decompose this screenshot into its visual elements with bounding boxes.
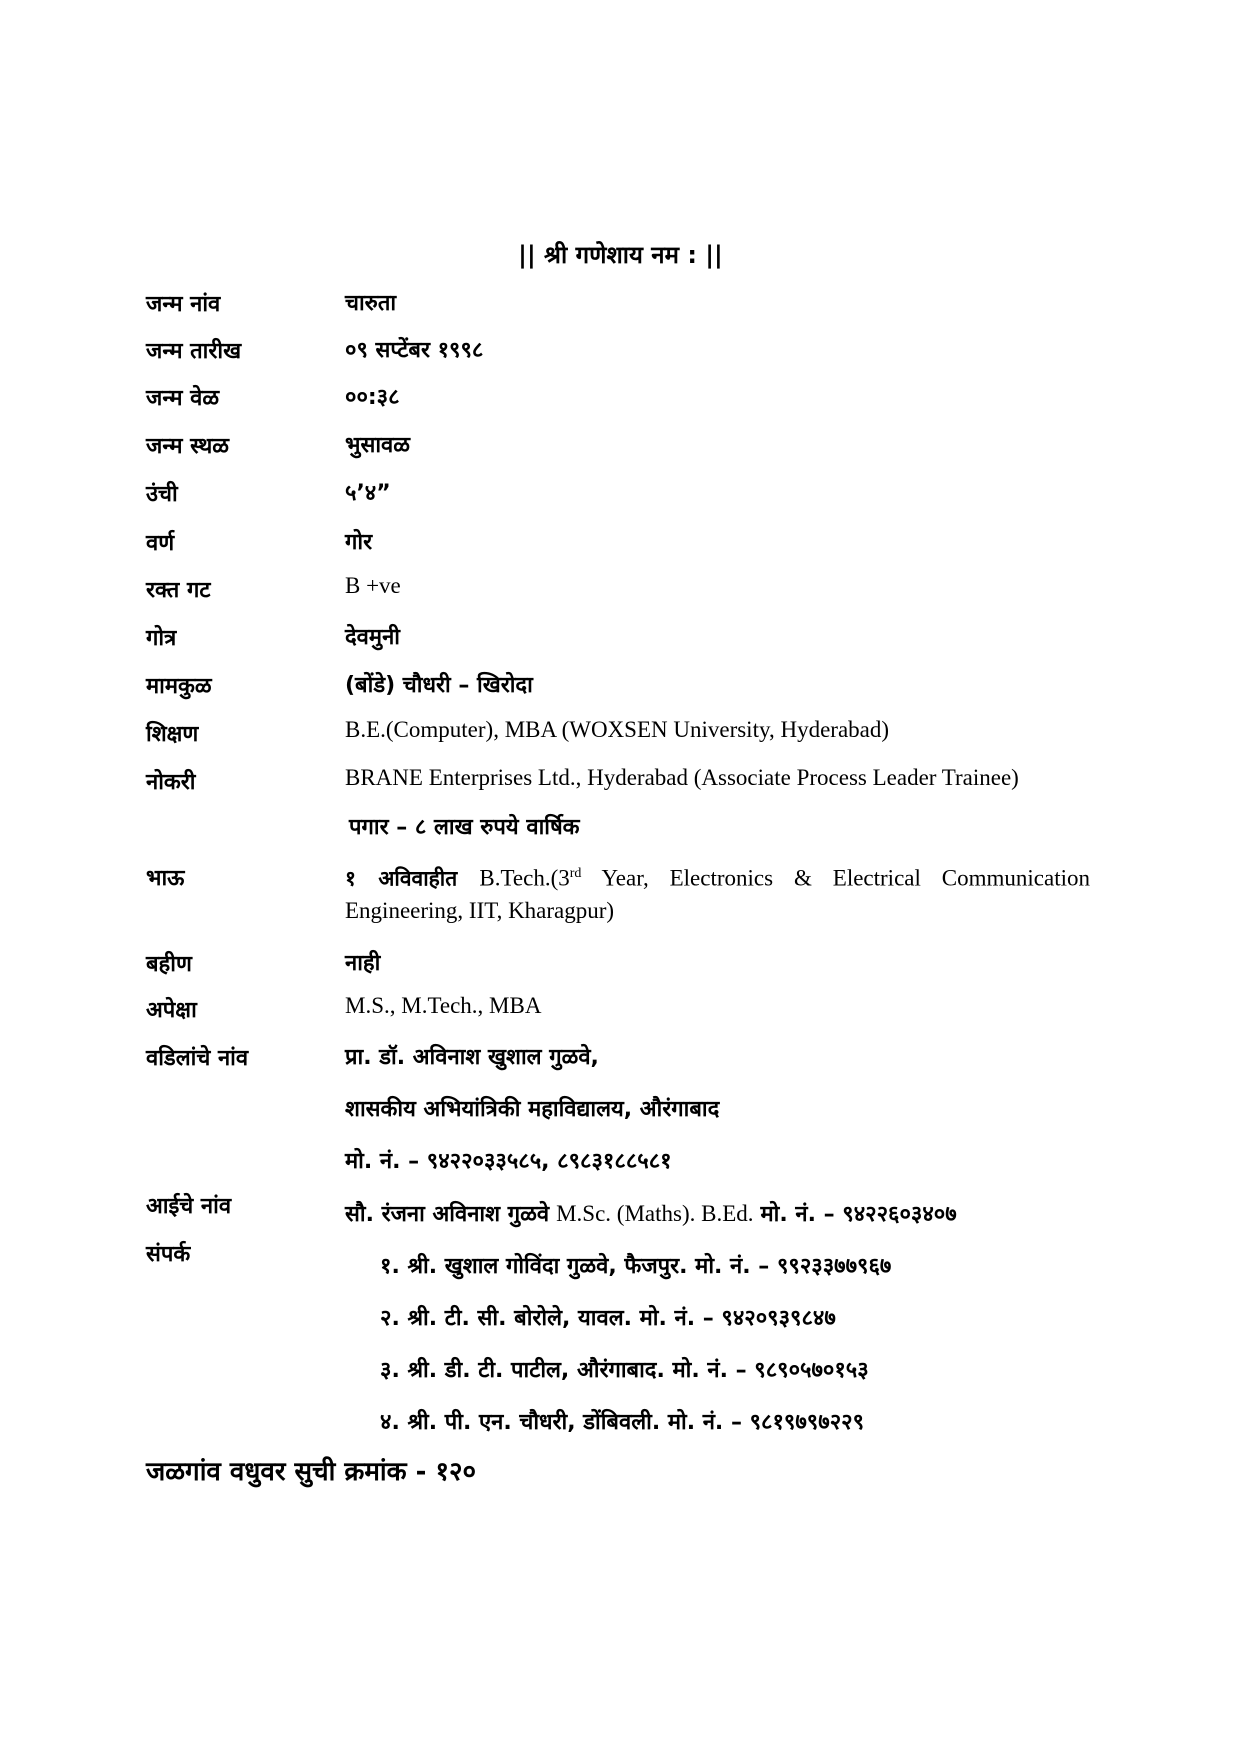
field-label: जन्म तारीख xyxy=(146,339,242,364)
salary-value: पगार – ८ लाख रुपये वार्षिक xyxy=(349,815,580,840)
page-heading: || श्री गणेशाय नम : || xyxy=(518,241,723,269)
field-value: भुसावळ xyxy=(345,433,410,458)
contact-item: २. श्री. टी. सी. बोरोले, यावल. मो. नं. – ९४२०९३९८४७ xyxy=(380,1306,836,1331)
field-value: ०९ सप्टेंबर १९९८ xyxy=(345,338,484,363)
field-value: B.E.(Computer), MBA (WOXSEN University, Hyderabad) xyxy=(345,717,890,742)
mother-name: सौ. रंजना अविनाश गुळवे xyxy=(345,1202,550,1227)
list-serial-footer: जळगांव वधुवर सुची क्रमांक - १२० xyxy=(146,1457,477,1487)
father-workplace: शासकीय अभियांत्रिकी महाविद्यालय, औरंगाबाद xyxy=(345,1097,720,1122)
contact-item: ३. श्री. डी. टी. पाटील, औरंगाबाद. मो. नं. – ९८९०५७०१५३ xyxy=(380,1358,869,1383)
field-label: उंची xyxy=(146,482,178,507)
field-value: (बोंडे) चौधरी – खिरोदा xyxy=(345,673,533,698)
brother-details: Year, Electronics & Electrical Communication Engineering, IIT, Kharagpur) xyxy=(345,865,1090,924)
field-label: अपेक्षा xyxy=(146,998,197,1023)
field-label: भाऊ xyxy=(146,866,185,891)
mother-degree: M.Sc. (Maths). B.Ed. xyxy=(556,1201,754,1226)
father-phone: मो. नं. – ९४२२०३३५८५, ८९८३१८८५८१ xyxy=(345,1149,672,1174)
field-label: नोकरी xyxy=(146,770,196,795)
mother-phone: मो. नं. – ९४२२६०३४०७ xyxy=(760,1202,957,1227)
field-value: गोर xyxy=(345,530,373,555)
field-label: संपर्क xyxy=(146,1242,191,1267)
field-label: वडिलांचे नांव xyxy=(146,1046,249,1071)
field-value xyxy=(345,858,1090,928)
field-label: गोत्र xyxy=(146,626,177,651)
brother-count: १ अविवाहीत xyxy=(345,866,458,891)
field-value: चारुता xyxy=(345,291,397,316)
brother-degree: B.Tech.(3 xyxy=(479,865,570,891)
field-value: BRANE Enterprises Ltd., Hyderabad (Associate Process Leader Trainee) xyxy=(345,765,1019,790)
field-label: रक्त गट xyxy=(146,578,211,603)
field-label: जन्म स्थळ xyxy=(146,434,230,459)
field-label: आईचे नांव xyxy=(146,1194,232,1219)
field-value: नाही xyxy=(345,951,381,976)
field-label: मामकुळ xyxy=(146,674,212,699)
field-value: ००:३८ xyxy=(345,385,400,410)
field-label: जन्म वेळ xyxy=(146,386,220,411)
field-value: B +ve xyxy=(345,573,401,598)
field-value: देवमुनी xyxy=(345,625,400,650)
field-value: M.S., M.Tech., MBA xyxy=(345,993,542,1018)
field-label: शिक्षण xyxy=(146,722,199,747)
contact-item: ४. श्री. पी. एन. चौधरी, डोंबिवली. मो. नं. – ९८१९७९७२२९ xyxy=(380,1410,865,1435)
brother-ordinal: rd xyxy=(569,866,582,881)
field-value xyxy=(345,1198,1095,1231)
field-label: जन्म नांव xyxy=(146,292,221,317)
field-label: वर्ण xyxy=(146,531,175,556)
field-label: बहीण xyxy=(146,952,192,977)
father-name: प्रा. डॉ. अविनाश खुशाल गुळवे, xyxy=(345,1045,599,1070)
contact-item: १. श्री. खुशाल गोविंदा गुळवे, फैजपुर. मो. नं. – ९९२३३७७९६७ xyxy=(380,1254,892,1279)
field-value: ५’४” xyxy=(345,481,391,506)
